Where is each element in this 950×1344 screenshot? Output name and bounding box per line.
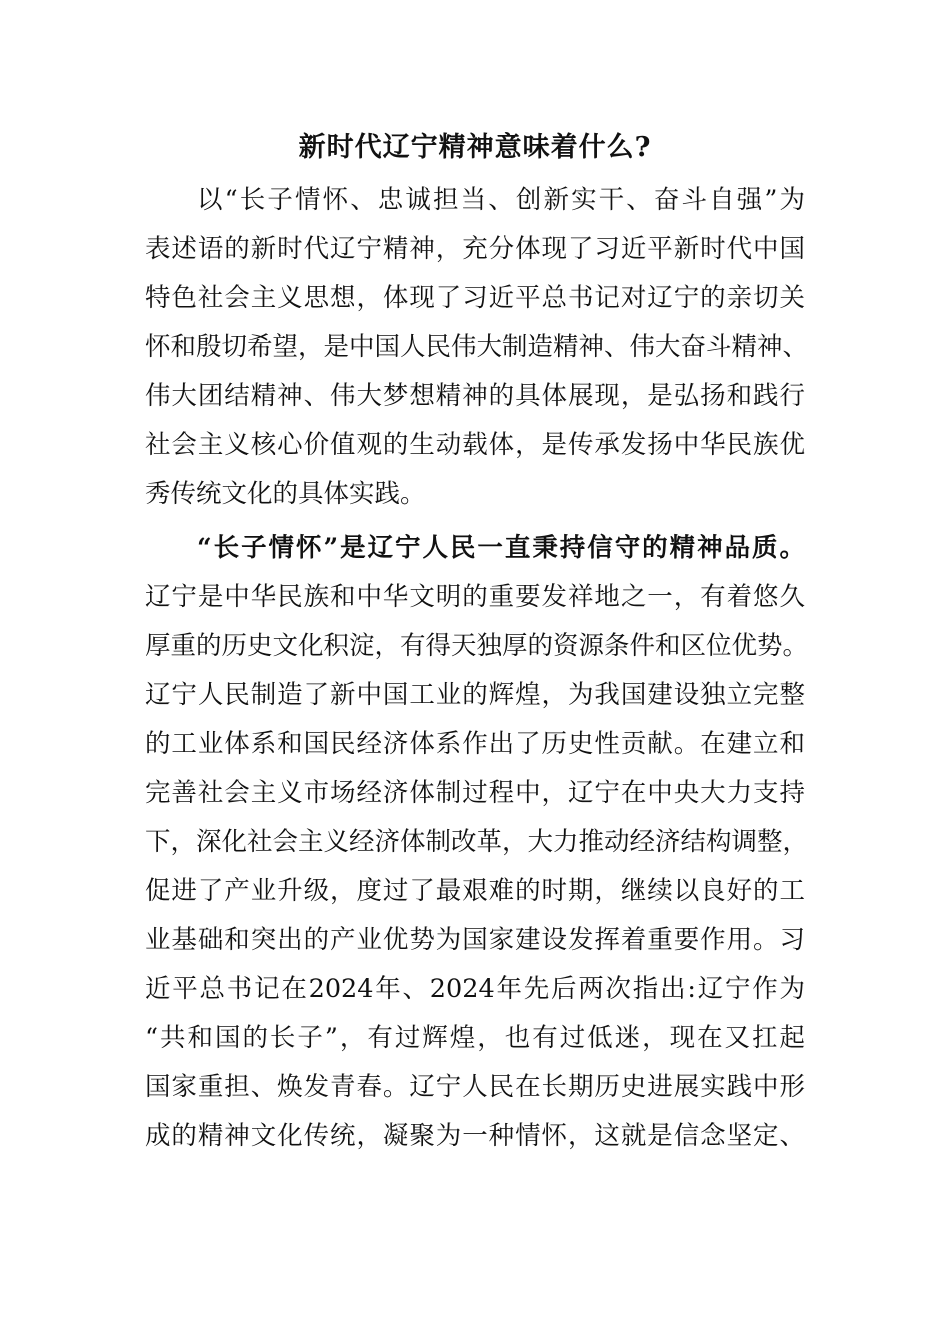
paragraph-line: 辽宁人民制造了新中国工业的辉煌，为我国建设独立完整 <box>145 680 805 710</box>
paragraph-line: 表述语的新时代辽宁精神，充分体现了习近平新时代中国 <box>145 234 805 264</box>
paragraph-line: 完善社会主义市场经济体制过程中，辽宁在中央大力支持 <box>145 778 805 808</box>
paragraph-line: 辽宁是中华民族和中华文明的重要发祥地之一，有着悠久 <box>145 582 805 612</box>
paragraph-line: 下，深化社会主义经济体制改革，大力推动经济结构调整， <box>145 827 809 857</box>
paragraph-2 <box>145 524 809 1161</box>
paragraph-line: 成的精神文化传统，凝聚为一种情怀，这就是信念坚定、 <box>145 1121 805 1151</box>
paragraph-line: 怀和殷切希望，是中国人民伟大制造精神、伟大奋斗精神、 <box>145 332 809 362</box>
paragraph-line: 社会主义核心价值观的生动载体，是传承发扬中华民族优 <box>145 430 805 460</box>
paragraph-heading: “长子情怀”是辽宁人民一直秉持信守的精神品质。 <box>197 533 805 563</box>
paragraph-line: 的工业体系和国民经济体系作出了历史性贡献。在建立和 <box>145 729 805 759</box>
paragraph-line: 特色社会主义思想，体现了习近平总书记对辽宁的亲切关 <box>145 283 805 313</box>
document-title: 新时代辽宁精神意味着什么? <box>298 132 652 163</box>
paragraph-1 <box>145 176 809 519</box>
paragraph-line: 近平总书记在2024年、2024年先后两次指出:辽宁作为 <box>145 974 805 1004</box>
paragraph-line: 厚重的历史文化积淀，有得天独厚的资源条件和区位优势。 <box>145 631 809 661</box>
paragraph-line: 以“长子情怀、忠诚担当、创新实干、奋斗自强”为 <box>197 185 805 215</box>
paragraph-line: “共和国的长子”，有过辉煌，也有过低迷，现在又扛起 <box>145 1023 805 1053</box>
paragraph-line: 伟大团结精神、伟大梦想精神的具体展现，是弘扬和践行 <box>145 381 805 411</box>
paragraph-line: 国家重担、焕发青春。辽宁人民在长期历史进展实践中形 <box>145 1072 805 1102</box>
paragraph-line: 业基础和突出的产业优势为国家建设发挥着重要作用。习 <box>145 925 805 955</box>
paragraph-line: 促进了产业升级，度过了最艰难的时期，继续以良好的工 <box>145 876 805 906</box>
paragraph-line: 秀传统文化的具体实践。 <box>145 479 426 509</box>
